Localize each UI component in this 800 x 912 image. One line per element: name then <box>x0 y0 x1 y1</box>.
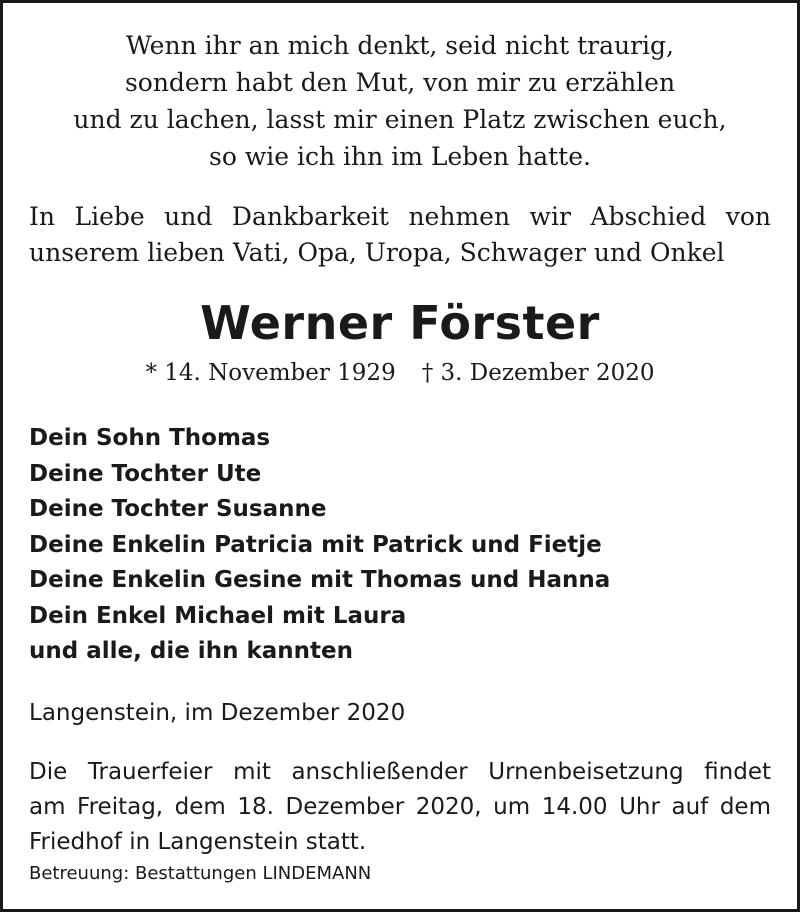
poem-line: sondern habt den Mut, von mir zu erzählen <box>124 68 676 97</box>
ceremony-line: Die Trauerfeier mit anschließender Urnenbeisetzung findet <box>29 759 771 785</box>
birth-date: * 14. November 1929 <box>145 360 396 386</box>
mourner-entry: und alle, die ihn kannten <box>29 638 353 664</box>
death-date: † 3. Dezember 2020 <box>421 360 655 386</box>
life-dates <box>3 357 797 389</box>
poem-line: Wenn ihr an mich denkt, seid nicht traurig, <box>126 31 674 60</box>
place-and-date: Langenstein, im Dezember 2020 <box>29 700 406 726</box>
poem-line: und zu lachen, lasst mir einen Platz zwischen euch, <box>73 105 727 134</box>
mourner-entry: Deine Tochter Susanne <box>29 496 327 522</box>
intro-line: In Liebe und Dankbarkeit nehmen wir Abschied von <box>29 202 771 231</box>
funeral-home-credit: Betreuung: Bestattungen LINDEMANN <box>29 863 372 884</box>
ceremony-info <box>29 755 771 860</box>
poem-line: so wie ich ihn im Leben hatte. <box>209 142 591 171</box>
mourner-entry: Dein Enkel Michael mit Laura <box>29 602 407 629</box>
memorial-poem <box>23 27 777 175</box>
mourner-entry: Deine Enkelin Gesine mit Thomas und Hanna <box>29 567 611 593</box>
farewell-intro <box>29 199 771 271</box>
deceased-name: Werner Förster <box>200 296 600 350</box>
mourner-entry: Deine Enkelin Patricia mit Patrick und Fietje <box>29 531 602 558</box>
mourner-entry: Dein Sohn Thomas <box>29 425 271 451</box>
mourners-list <box>29 421 771 670</box>
ceremony-line: am Freitag, dem 18. Dezember 2020, um 14.00 Uhr auf dem <box>29 794 771 820</box>
mourner-entry: Deine Tochter Ute <box>29 460 262 487</box>
intro-line: unserem lieben Vati, Opa, Uropa, Schwager und Onkel <box>29 238 725 267</box>
ceremony-line: Friedhof in Langenstein statt. <box>29 829 367 855</box>
